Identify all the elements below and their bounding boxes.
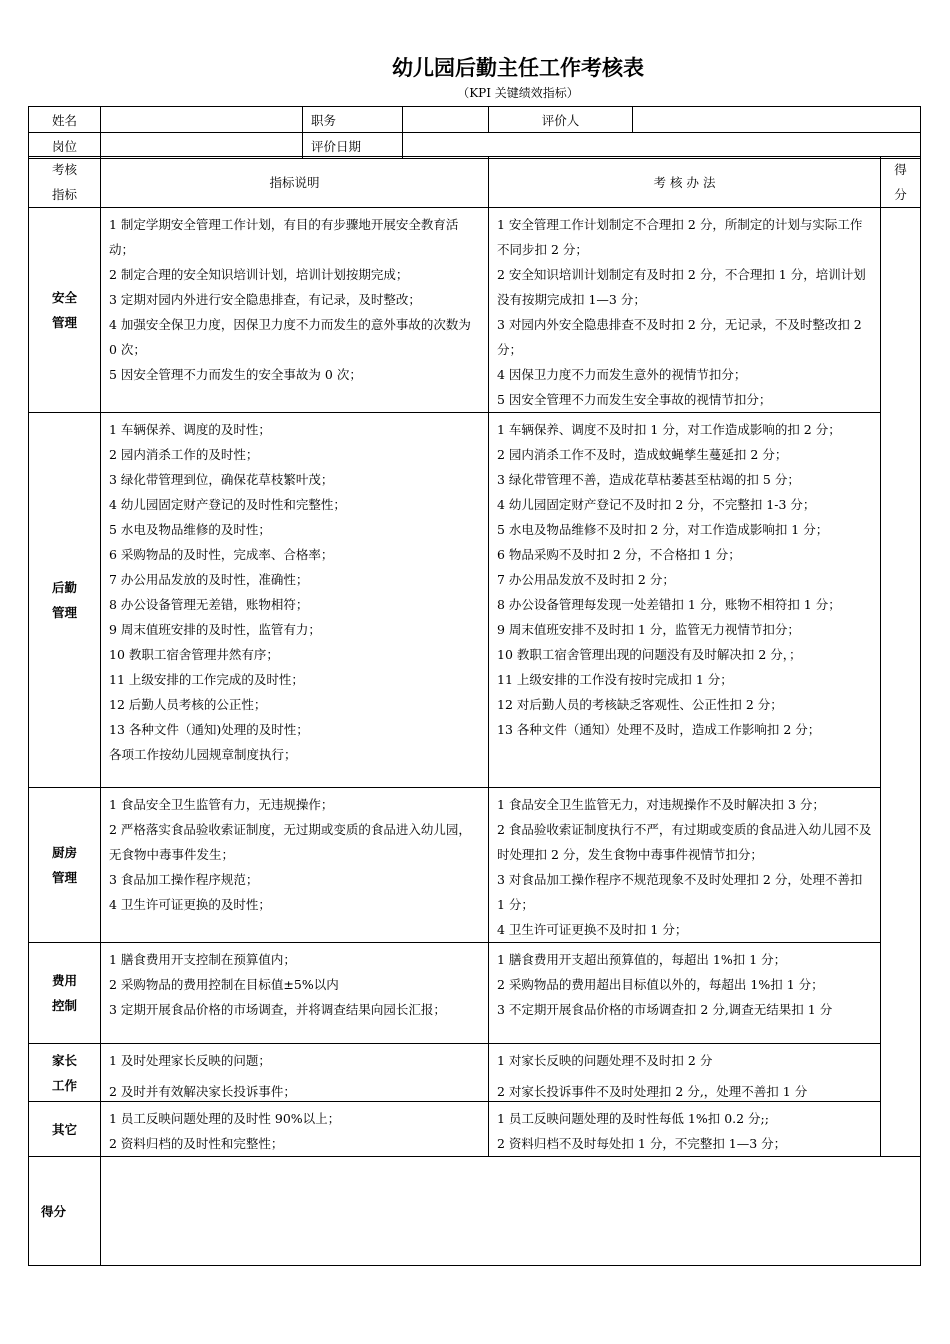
indicator-item: 2 制定合理的安全知识培训计划，培训计划按期完成； (109, 267, 409, 282)
total-score-field[interactable] (101, 1157, 921, 1266)
indicator-item: 5 因安全管理不力而发生的安全事故为 0 次； (109, 367, 362, 382)
method-cell (489, 1102, 881, 1157)
method-item: 3 不定期开展食品价格的市场调查扣 2 分,调查无结果扣 1 分 (497, 1002, 833, 1017)
method-item: 4 卫生许可证更换不及时扣 1 分； (497, 922, 688, 937)
method-item: 2 食品验收索证制度执行不严，有过期或变质的食品进入幼儿园不及时处理扣 2 分，发生食物中毒事件视情节扣分； (497, 822, 872, 862)
kpi-table (28, 156, 921, 1266)
indicator-item: 11 上级安排的工作完成的及时性； (109, 672, 304, 687)
indicator-item: 2 资料归档的及时性和完整性； (109, 1136, 284, 1151)
method-cell (489, 943, 881, 1044)
indicator-item: 1 员工反映问题处理的及时性 90%以上； (109, 1111, 341, 1126)
indicator-item: 13 各种文件（通知)处理的及时性； (109, 722, 309, 737)
header-category (29, 157, 101, 208)
name-label: 姓名 (29, 107, 101, 133)
category-label-line1: 厨房 (51, 845, 77, 860)
header-category-line1: 考核 (51, 162, 77, 177)
indicator-item: 3 绿化带管理到位，确保花草枝繁叶茂； (109, 472, 334, 487)
section-row-kitchen (29, 788, 921, 943)
category-label-line1: 其它 (51, 1121, 77, 1137)
method-cell (489, 413, 881, 788)
section-row-cost (29, 943, 921, 1044)
section-row-other (29, 1102, 921, 1157)
header-score-line1: 得 (894, 162, 907, 177)
info-header-table (28, 106, 921, 159)
header-score-line2: 分 (894, 187, 907, 202)
position-value-field[interactable] (403, 107, 489, 133)
evaluator-value-field[interactable] (633, 107, 921, 133)
indicator-item: 各项工作按幼儿园规章制度执行； (109, 747, 297, 762)
method-item: 1 车辆保养、调度不及时扣 1 分，对工作造成影响的扣 2 分； (497, 422, 841, 437)
method-item: 2 安全知识培训计划制定有及时扣 2 分，不合理扣 1 分，培训计划没有按期完成扣 1—3 分； (497, 267, 866, 307)
evaluator-label: 评价人 (489, 107, 633, 133)
page-subtitle: （KPI 关键绩效指标） (457, 86, 579, 100)
method-item: 1 安全管理工作计划制定不合理扣 2 分，所制定的计划与实际工作不同步扣 2 分； (497, 217, 863, 257)
method-item: 4 因保卫力度不力而发生意外的视情节扣分； (497, 367, 747, 382)
method-item: 1 食品安全卫生监管无力，对违规操作不及时解决扣 3 分； (497, 797, 825, 812)
header-score (881, 157, 921, 208)
indicator-item: 6 采购物品的及时性，完成率、合格率； (109, 547, 334, 562)
method-item: 2 采购物品的费用超出目标值以外的，每超出 1%扣 1 分； (497, 977, 824, 992)
total-score-row (29, 1157, 921, 1266)
section-row-parents (29, 1044, 921, 1102)
header-category-line2: 指标 (51, 187, 77, 202)
category-label-line2: 管理 (51, 315, 77, 330)
method-item: 1 膳食费用开支超出预算值的，每超出 1%扣 1 分； (497, 952, 787, 967)
category-cell (29, 1102, 101, 1157)
post-label: 岗位 (29, 133, 101, 159)
method-item: 3 对园内外安全隐患排查不及时扣 2 分，无记录，不及时整改扣 2 分； (497, 317, 862, 357)
header-indicator: 指标说明 (101, 157, 489, 208)
method-item: 4 幼儿园固定财产登记不及时扣 2 分，不完整扣 1-3 分； (497, 497, 816, 512)
date-label: 评价日期 (303, 133, 403, 159)
indicator-item: 3 定期对园内外进行安全隐患排查，有记录，及时整改； (109, 292, 421, 307)
indicator-item: 2 严格落实食品验收索证制度，无过期或变质的食品进入幼儿园，无食物中毒事件发生； (109, 822, 471, 862)
indicator-item: 2 及时并有效解决家长投诉事件； (109, 1084, 296, 1099)
method-item: 5 因安全管理不力而发生安全事故的视情节扣分； (497, 392, 772, 407)
method-item: 12 对后勤人员的考核缺乏客观性、公正性扣 2 分； (497, 697, 783, 712)
category-cell (29, 788, 101, 943)
indicator-item: 7 办公用品发放的及时性，准确性； (109, 572, 309, 587)
indicator-cell (101, 1102, 489, 1157)
score-column-cell[interactable] (881, 208, 921, 1157)
indicator-cell (101, 788, 489, 943)
method-cell (489, 788, 881, 943)
total-score-label: 得分 (29, 1157, 101, 1266)
category-label-line1: 费用 (51, 973, 77, 988)
indicator-cell (101, 1044, 489, 1102)
category-cell (29, 208, 101, 413)
indicator-item: 12 后勤人员考核的公正性； (109, 697, 267, 712)
category-label-line2: 控制 (51, 998, 77, 1013)
category-label-line2: 管理 (51, 870, 77, 885)
indicator-item: 5 水电及物品维修的及时性； (109, 522, 271, 537)
indicator-item: 1 制定学期安全管理工作计划，有目的有步骤地开展安全教育活动； (109, 217, 459, 257)
post-value-field[interactable] (101, 133, 303, 159)
category-cell (29, 1044, 101, 1102)
indicator-item: 1 食品安全卫生监管有力，无违规操作； (109, 797, 334, 812)
indicator-item: 1 膳食费用开支控制在预算值内； (109, 952, 296, 967)
method-item: 3 对食品加工操作程序不规范现象不及时处理扣 2 分，处理不善扣 1 分； (497, 872, 863, 912)
category-cell (29, 413, 101, 788)
indicator-item: 1 及时处理家长反映的问题； (109, 1053, 271, 1068)
indicator-item: 2 采购物品的费用控制在目标值±5%以内 (109, 977, 339, 992)
indicator-item: 4 卫生许可证更换的及时性； (109, 897, 271, 912)
date-value-field[interactable] (403, 133, 921, 159)
method-item: 8 办公设备管理每发现一处差错扣 1 分，账物不相符扣 1 分； (497, 597, 841, 612)
section-row-safety (29, 208, 921, 413)
name-value-field[interactable] (101, 107, 303, 133)
indicator-item: 1 车辆保养、调度的及时性； (109, 422, 271, 437)
header-method: 考 核 办 法 (489, 157, 881, 208)
method-item: 2 对家长投诉事件不及时处理扣 2 分,，处理不善扣 1 分 (497, 1084, 808, 1099)
method-item: 1 对家长反映的问题处理不及时扣 2 分 (497, 1053, 713, 1068)
method-item: 2 资料归档不及时每处扣 1 分，不完整扣 1—3 分； (497, 1136, 787, 1151)
indicator-item: 4 幼儿园固定财产登记的及时性和完整性； (109, 497, 346, 512)
indicator-item: 9 周末值班安排的及时性，监管有力； (109, 622, 321, 637)
indicator-item: 10 教职工宿舍管理井然有序； (109, 647, 279, 662)
category-label-line1: 安全 (51, 290, 77, 305)
indicator-item: 8 办公设备管理无差错，账物相符； (109, 597, 309, 612)
indicator-item: 3 食品加工操作程序规范； (109, 872, 259, 887)
category-label-line1: 后勤 (51, 580, 77, 595)
indicator-item: 2 园内消杀工作的及时性； (109, 447, 259, 462)
category-label-line2: 工作 (51, 1077, 77, 1093)
indicator-item: 3 定期开展食品价格的市场调查，并将调查结果向园长汇报； (109, 1002, 446, 1017)
method-cell (489, 208, 881, 413)
method-item: 7 办公用品发放不及时扣 2 分； (497, 572, 675, 587)
page-title: 幼儿园后勤主任工作考核表 (392, 56, 644, 80)
method-item: 6 物品采购不及时扣 2 分，不合格扣 1 分； (497, 547, 741, 562)
indicator-cell (101, 413, 489, 788)
section-row-logistics (29, 413, 921, 788)
method-item: 1 员工反映问题处理的及时性每低 1%扣 0.2 分;; (497, 1111, 769, 1126)
category-label-line1: 家长 (51, 1052, 77, 1068)
method-item: 9 周末值班安排不及时扣 1 分，监管无力视情节扣分； (497, 622, 800, 637)
method-cell (489, 1044, 881, 1102)
method-item: 11 上级安排的工作没有按时完成扣 1 分； (497, 672, 733, 687)
method-item: 13 各种文件（通知）处理不及时，造成工作影响扣 2 分； (497, 722, 821, 737)
indicator-item: 4 加强安全保卫力度，因保卫力度不力而发生的意外事故的次数为 0 次； (109, 317, 471, 357)
method-item: 5 水电及物品维修不及时扣 2 分，对工作造成影响扣 1 分； (497, 522, 829, 537)
position-label: 职务 (303, 107, 403, 133)
method-item: 10 教职工宿舍管理出现的问题没有及时解决扣 2 分，； (497, 647, 802, 662)
method-item: 3 绿化带管理不善，造成花草枯萎甚至枯竭的扣 5 分； (497, 472, 800, 487)
category-cell (29, 943, 101, 1044)
indicator-cell (101, 208, 489, 413)
method-item: 2 园内消杀工作不及时，造成蚊蝇孳生蔓延扣 2 分； (497, 447, 788, 462)
category-label-line2: 管理 (51, 605, 77, 620)
indicator-cell (101, 943, 489, 1044)
